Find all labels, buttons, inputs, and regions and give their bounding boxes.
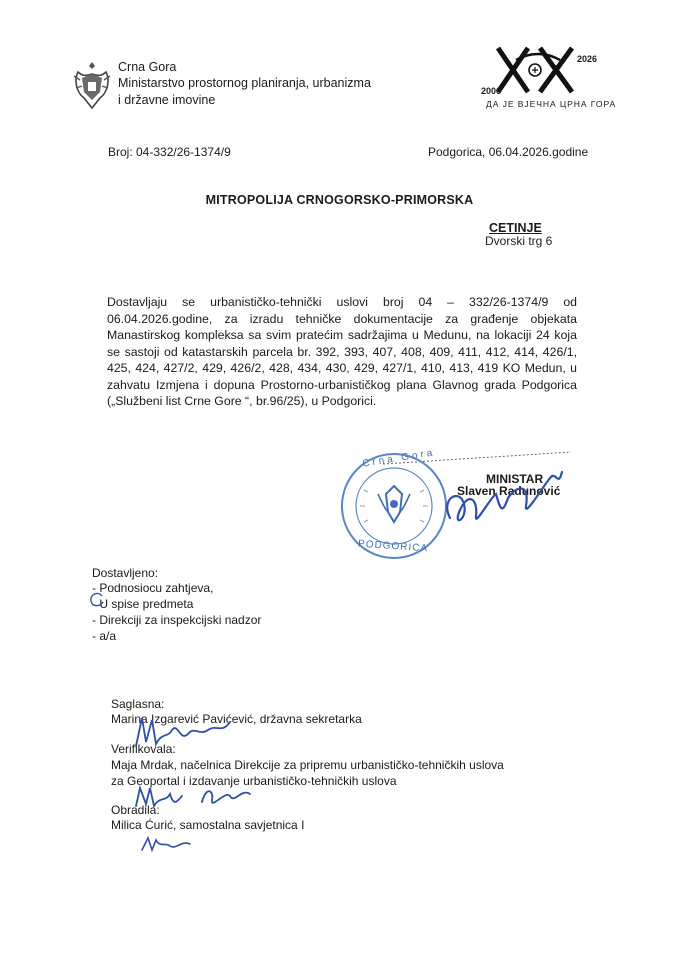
distribution-item: - a/a — [92, 629, 117, 643]
signatory-name: Slaven Radunović — [457, 484, 561, 498]
seal-city-text: PODGORICA — [357, 538, 429, 555]
recipient-city: CETINJE — [489, 221, 542, 235]
reference-number: Broj: 04-332/26-1374/9 — [108, 145, 231, 159]
approval-label: Saglasna: — [111, 697, 165, 711]
country-name: Crna Gora — [118, 60, 177, 74]
approval-name: Marina Izgarević Pavićević, državna sekretarka — [111, 712, 362, 726]
ministry-heading — [118, 59, 371, 108]
place-and-date: Podgorica, 06.04.2026.godine — [428, 145, 589, 159]
recipient-name: MITROPOLIJA CRNOGORSKO-PRIMORSKA — [205, 193, 474, 207]
jubilee-year-end: 2026 — [577, 54, 598, 64]
ministry-name-line1: Ministarstvo prostornog planiranja, urbanizma — [118, 76, 371, 91]
distribution-item: - U spise predmeta — [92, 597, 194, 611]
verification-label: Verifikovala: — [111, 742, 176, 756]
body-paragraph: Dostavljaju se urbanističko-tehnički uslovi broj 04 – 332/26-1374/9 od 06.04.2026.godine, za izradu tehničke dokumentacije za građenje objekata Manastirskog kompleksa sa svim pratećim sadržajima u Medunu, na lokaciji 24 koja se sastoji od katastarskih parcela br. 392, 393, 407, 408, 409, 411, 412, 414, 426/1, 425, 424, 427/2, 429, 426/2, 428, 434, 430, 429, 427/1, 410, 413, 419 KO Medun, u zahvatu Izmjena i dopuna Prostorno-urbanističkog plana Glavnog grada Podgorica („Službeni list Crne Gore “, br.96/25), u Podgorici. — [107, 295, 577, 409]
handwritten-circle-icon — [88, 592, 106, 608]
distribution-item: - Podnosiocu zahtjeva, — [92, 581, 214, 595]
signatory-title: MINISTAR — [486, 472, 544, 486]
seal-country-text: Crna Gora — [361, 447, 437, 470]
distribution-list — [92, 581, 261, 645]
prepared-by-name: Milica Ćurić, samostalna savjetnica I — [111, 818, 305, 832]
distribution-label: Dostavljeno: — [92, 566, 159, 580]
recipient-street: Dvorski trg 6 — [485, 234, 553, 248]
ministry-name-line2: i državne imovine — [118, 92, 216, 107]
coat-of-arms-icon — [70, 58, 114, 114]
prepared-by-label: Obradila: — [111, 803, 160, 817]
prepared-by-signature-icon — [138, 832, 198, 856]
verification-name: Maja Mrdak, načelnica Direkcije za pripremu urbanističko-tehničkih uslova za Geoportal i izdavanje urbanističko-tehničkih uslova — [111, 758, 504, 788]
jubilee-motto: ДА ЈЕ ВЈЕЧНА ЦРНА ГОРА — [486, 99, 617, 109]
jubilee-year-start: 2006 — [481, 86, 502, 96]
distribution-item: - Direkciji za inspekcijski nadzor — [92, 613, 262, 627]
minister-signature-icon — [430, 458, 580, 538]
